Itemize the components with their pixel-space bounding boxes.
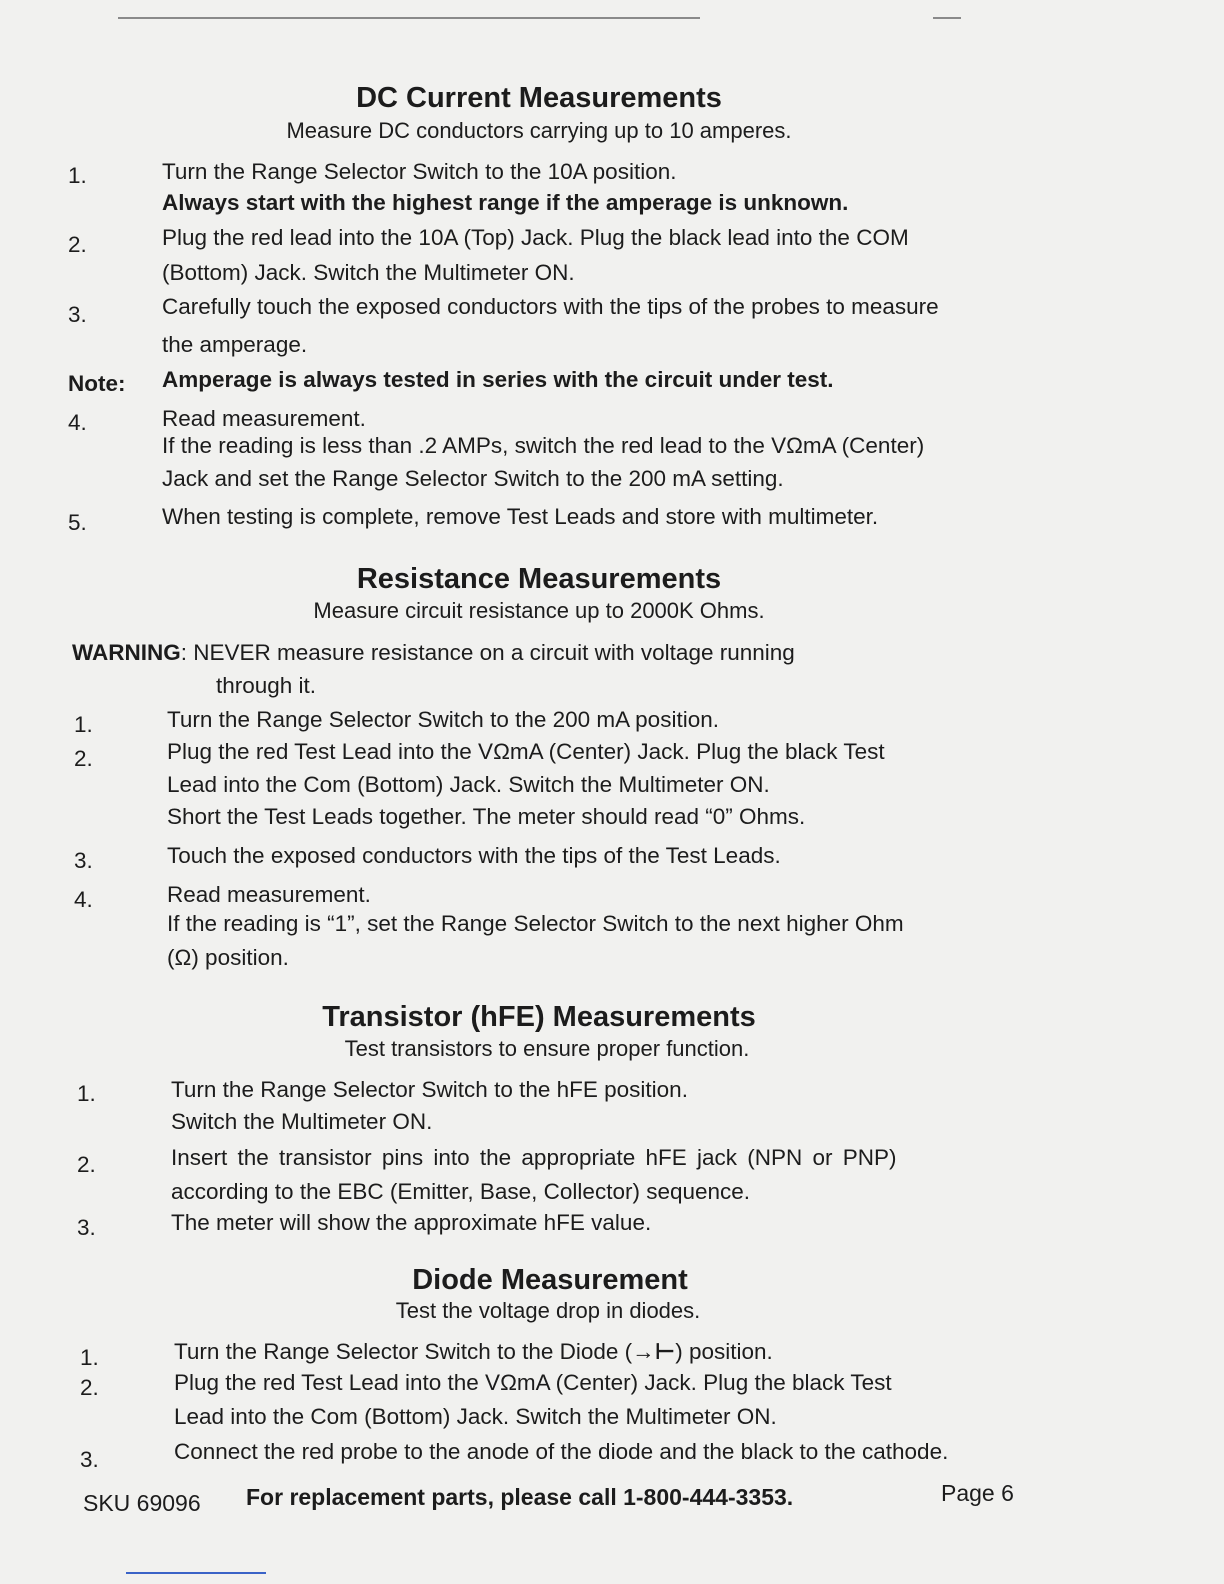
diode-step-text: Plug the red Test Lead into the VΩmA (Center) Jack. Plug the black Test bbox=[174, 1370, 892, 1395]
res-step-text: Turn the Range Selector Switch to the 200 mA position. bbox=[167, 707, 719, 732]
hfe-step-text: Insert the transistor pins into the appropriate hFE jack (NPN or PNP) bbox=[171, 1145, 897, 1170]
dc-step-num: 4. bbox=[68, 410, 87, 435]
diode-step-text: Connect the red probe to the anode of the diode and the black to the cathode. bbox=[174, 1439, 949, 1464]
hfe-step-text: The meter will show the approximate hFE value. bbox=[171, 1210, 652, 1235]
dc-step-text: Carefully touch the exposed conductors with the tips of the probes to measure bbox=[162, 294, 939, 319]
hfe-step-num: 2. bbox=[77, 1152, 96, 1177]
scan-edge-line bbox=[118, 17, 700, 19]
dc-step-text: the amperage. bbox=[162, 332, 308, 357]
diode-step-text-post: ) position. bbox=[675, 1339, 773, 1364]
dc-step-text: If the reading is less than .2 AMPs, switch the red lead to the VΩmA (Center) bbox=[162, 433, 925, 458]
dc-step-text: Jack and set the Range Selector Switch to the 200 mA setting. bbox=[162, 466, 784, 491]
diode-title: Diode Measurement bbox=[412, 1264, 688, 1296]
res-step-text: Short the Test Leads together. The meter should read “0” Ohms. bbox=[167, 804, 806, 829]
dc-step-text: Read measurement. bbox=[162, 406, 366, 431]
res-warning-text: : NEVER measure resistance on a circuit with voltage running bbox=[180, 640, 795, 665]
res-step-num: 4. bbox=[74, 887, 93, 912]
res-step-num: 3. bbox=[74, 848, 93, 873]
dc-step-text: (Bottom) Jack. Switch the Multimeter ON. bbox=[162, 260, 575, 285]
diode-step-num: 2. bbox=[80, 1375, 99, 1400]
hfe-step-text: Switch the Multimeter ON. bbox=[171, 1109, 433, 1134]
hfe-step-num: 1. bbox=[77, 1081, 96, 1106]
hfe-step-text: Turn the Range Selector Switch to the hFE position. bbox=[171, 1077, 688, 1102]
res-step-text: If the reading is “1”, set the Range Selector Switch to the next higher Ohm bbox=[167, 911, 904, 936]
diode-step-text: Lead into the Com (Bottom) Jack. Switch the Multimeter ON. bbox=[174, 1404, 777, 1429]
dc-subtitle: Measure DC conductors carrying up to 10 amperes. bbox=[286, 118, 792, 143]
hfe-step-text: according to the EBC (Emitter, Base, Collector) sequence. bbox=[171, 1179, 751, 1204]
res-subtitle: Measure circuit resistance up to 2000K Ohms. bbox=[313, 598, 765, 623]
diode-step-num: 1. bbox=[80, 1345, 99, 1370]
hfe-subtitle: Test transistors to ensure proper function. bbox=[344, 1036, 750, 1061]
hfe-step-num: 3. bbox=[77, 1215, 96, 1240]
diode-step-num: 3. bbox=[80, 1447, 99, 1472]
res-step-num: 2. bbox=[74, 746, 93, 771]
footer-sku: SKU 69096 bbox=[83, 1490, 201, 1516]
res-step-text: (Ω) position. bbox=[167, 945, 289, 970]
dc-step-text: When testing is complete, remove Test Leads and store with multimeter. bbox=[162, 504, 879, 529]
dc-step-num: 5. bbox=[68, 510, 87, 535]
res-step-text: Touch the exposed conductors with the tips of the Test Leads. bbox=[167, 843, 781, 868]
dc-step-text: Plug the red lead into the 10A (Top) Jack. Plug the black lead into the COM bbox=[162, 225, 909, 250]
diode-subtitle: Test the voltage drop in diodes. bbox=[395, 1298, 701, 1323]
res-warning-label: WARNING bbox=[72, 640, 181, 665]
diode-step-text-pre: Turn the Range Selector Switch to the Diode ( bbox=[174, 1339, 633, 1364]
res-warning bbox=[72, 637, 795, 668]
dc-step-num: 3. bbox=[68, 302, 87, 327]
scan-blue-mark bbox=[126, 1572, 266, 1574]
footer-replacement-call: For replacement parts, please call 1-800-444-3353. bbox=[246, 1484, 794, 1510]
dc-note-label: Note: bbox=[68, 371, 126, 396]
footer-page-number: Page 6 bbox=[941, 1480, 1014, 1506]
res-step-text: Read measurement. bbox=[167, 882, 371, 907]
res-title: Resistance Measurements bbox=[356, 563, 722, 595]
hfe-title: Transistor (hFE) Measurements bbox=[322, 1001, 756, 1033]
diode-icon: →⊢ bbox=[632, 1339, 676, 1364]
res-step-num: 1. bbox=[74, 712, 93, 737]
dc-step-warning: Always start with the highest range if the amperage is unknown. bbox=[162, 190, 849, 215]
dc-step-num: 2. bbox=[68, 232, 87, 257]
diode-step-text bbox=[174, 1336, 773, 1367]
res-step-text: Plug the red Test Lead into the VΩmA (Center) Jack. Plug the black Test bbox=[167, 739, 885, 764]
res-step-text: Lead into the Com (Bottom) Jack. Switch the Multimeter ON. bbox=[167, 772, 770, 797]
dc-step-text: Turn the Range Selector Switch to the 10A position. bbox=[162, 159, 677, 184]
dc-note-text: Amperage is always tested in series with the circuit under test. bbox=[162, 367, 834, 392]
scan-edge-line bbox=[933, 17, 961, 19]
res-warning-text: through it. bbox=[216, 673, 317, 698]
dc-title: DC Current Measurements bbox=[356, 82, 722, 114]
dc-step-num: 1. bbox=[68, 163, 87, 188]
